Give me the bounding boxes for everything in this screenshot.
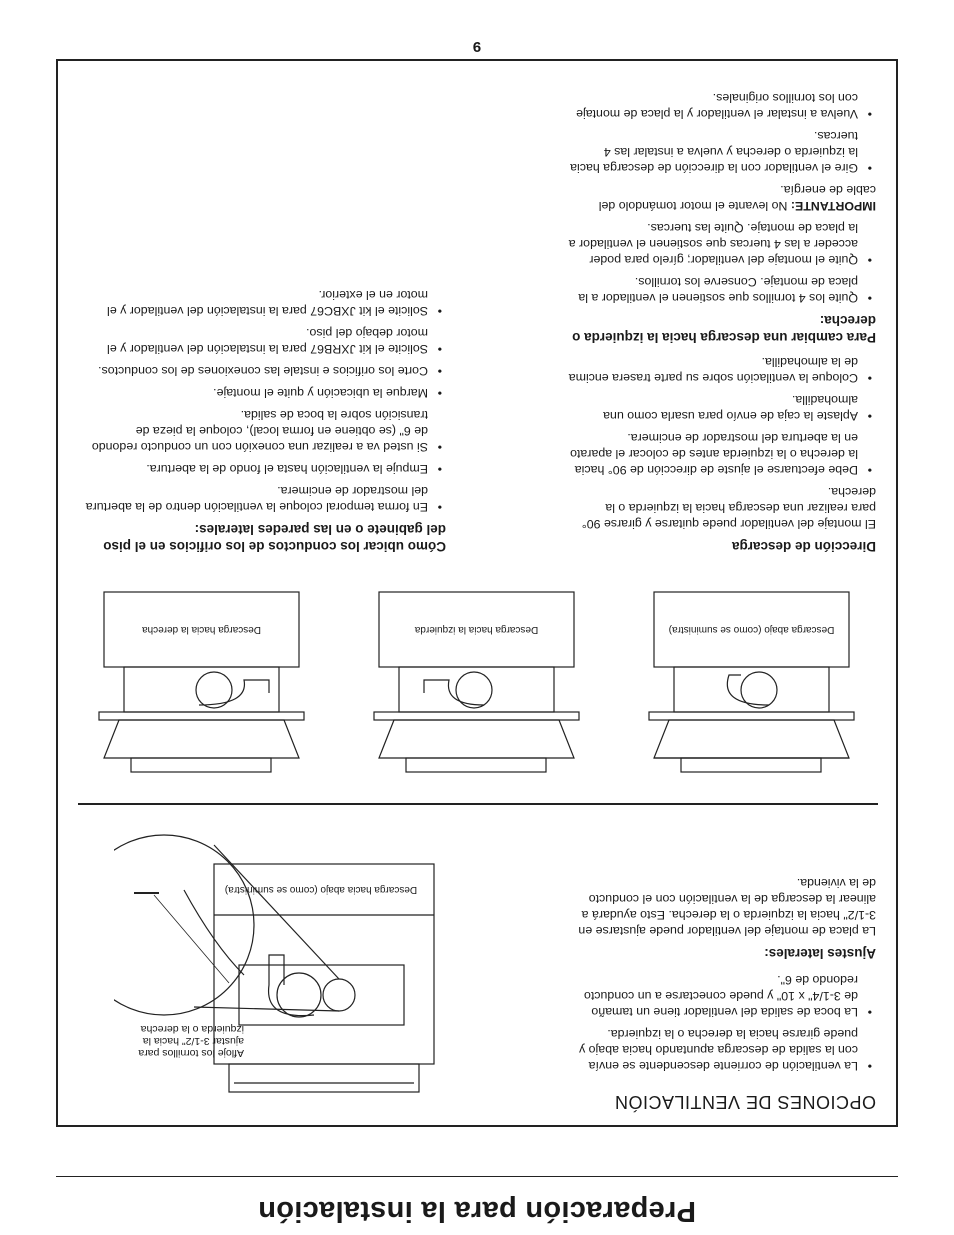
cabinet-bullet-2: • Empuje la ventilación hasta el fondo de la abertura. — [81, 461, 446, 477]
unit-top-panel — [229, 1064, 419, 1092]
important-text: No levante el motor tomándolo del cable de energía. — [598, 183, 876, 213]
discharge-bullet-2: • Aplaste la caja de envío para usarla como una almohadilla. — [566, 392, 876, 424]
figure-discharge-down — [644, 590, 859, 775]
side-adjust-heading: Ajustes laterales: — [764, 946, 876, 961]
detail-magnifier — [114, 835, 254, 1015]
final-bullet-2: • Vuelva a instalar el ventilador y la placa de montaje con los tornillos originales. — [566, 90, 876, 122]
venting-bullet-1: • La ventilación de corriente descendente se envía con la salida de descarga apuntando hacia abajo y puede girarse hacia la derecha o la izquierda. — [576, 1026, 876, 1074]
cabinet-heading: Cómo ubicar los conductos de los orificios en el piso del gabinete o en las paredes laterales: — [103, 522, 446, 554]
figure-discharge-left — [369, 590, 584, 775]
cabinet-bullet-3: • Si usted va a realizar una conexión con un conducto redondo de 6" (se obtiene en forma local), coloque la pieza de transición sobre la boca de salida. — [81, 407, 446, 455]
venting-section-title: OPCIONES DE VENTILACIÓN — [614, 1092, 876, 1112]
section-divider — [78, 803, 878, 805]
discharge-bullet-1: • Debe efectuarse el ajuste de dirección de 90° hacia la derecha o la izquierda antes de colocar el aparato en la abertura del mostrador de encimera. — [566, 430, 876, 478]
loosen-screws-callout: Afloje los tornillos para ajustar 3-1/2" hacia la izquierda o la derecha — [138, 1023, 244, 1059]
figure-discharge-right — [94, 590, 309, 775]
cabinet-bullet-6: • Solicite el kit JXRB67 para la instalación del ventilador y el motor debajo del piso. — [81, 325, 446, 357]
venting-bullets — [576, 972, 876, 1074]
adjust-highlight — [323, 979, 355, 1011]
figure-right-caption: Descarga hacia la derecha — [142, 624, 261, 635]
venting-options-column — [576, 869, 876, 1110]
important-label: IMPORTANTE: — [790, 199, 876, 213]
change-bullet-2: • Quite el montaje del ventilador; gírelo para poder acceder a las 4 tuercas que sostienen el ventilador a la placa de montaje. Quite las tuercas. — [566, 220, 876, 268]
change-bullet-1: • Quite los 4 tornillos que sostienen el ventilador a la placa de montaje. Conserve los tornillos. — [566, 274, 876, 306]
figure-down-caption: Descarga abajo (como se suministra) — [668, 624, 835, 635]
change-direction-heading: Para cambiar una descarga hacia la izquierda o derecha: — [572, 313, 876, 345]
final-bullet-1: • Gire el ventilador con la dirección de descarga hacia la izquierda o derecha y vuelva a instalar las 4 tuercas. — [566, 128, 876, 176]
discharge-heading: Dirección de descarga — [731, 539, 876, 554]
discharge-intro: El montaje del ventilador puede quitarse y girarse 90° para realizar una descarga hacia la izquierda o la derecha. — [581, 485, 876, 531]
discharge-bullet-3: • Coloque la ventilación sobre su parte trasera encima de la almohadilla. — [566, 354, 876, 386]
cabinet-bullet-7: • Solicite el kit JXBC67 para la instalación del ventilador y el motor en el exterior. — [81, 287, 446, 319]
discharge-column — [566, 84, 876, 555]
page-title: Preparación para la instalación — [257, 1195, 697, 1227]
title-rule — [56, 1176, 898, 1177]
cabinet-bullet-4: • Marque la ubicación y quite el montaje. — [81, 385, 446, 401]
cabinet-column — [81, 281, 446, 555]
side-adjust-figure — [114, 825, 514, 1095]
important-note — [566, 182, 876, 214]
page-number: 9 — [472, 38, 482, 55]
figure-left-caption: Descarga hacia la izquierda — [414, 624, 539, 635]
cabinet-bullet-5: • Corte los orificios e instale las conexiones de los conductos. — [81, 363, 446, 379]
side-adjust-text: La placa de montaje del ventilador puede ajustarse en 3-1/2" hacia la izquierda o la derecha. Esto ayudará a alinear la descarga de la ventilación con el conducto de la vivienda. — [578, 876, 876, 938]
side-adjust-caption: Descarga hacia abajo (como se suministra) — [224, 884, 418, 895]
cabinet-bullet-1: • En forma temporal coloque la ventilación dentro de la abertura del mostrador de encimera. — [81, 483, 446, 515]
blower-housing — [269, 955, 314, 1016]
venting-bullet-2: • La boca de salida del ventilador tiene un tamaño de 3-1/4" x 10" y puede conectarse a un conducto redondo de 6". — [576, 972, 876, 1020]
